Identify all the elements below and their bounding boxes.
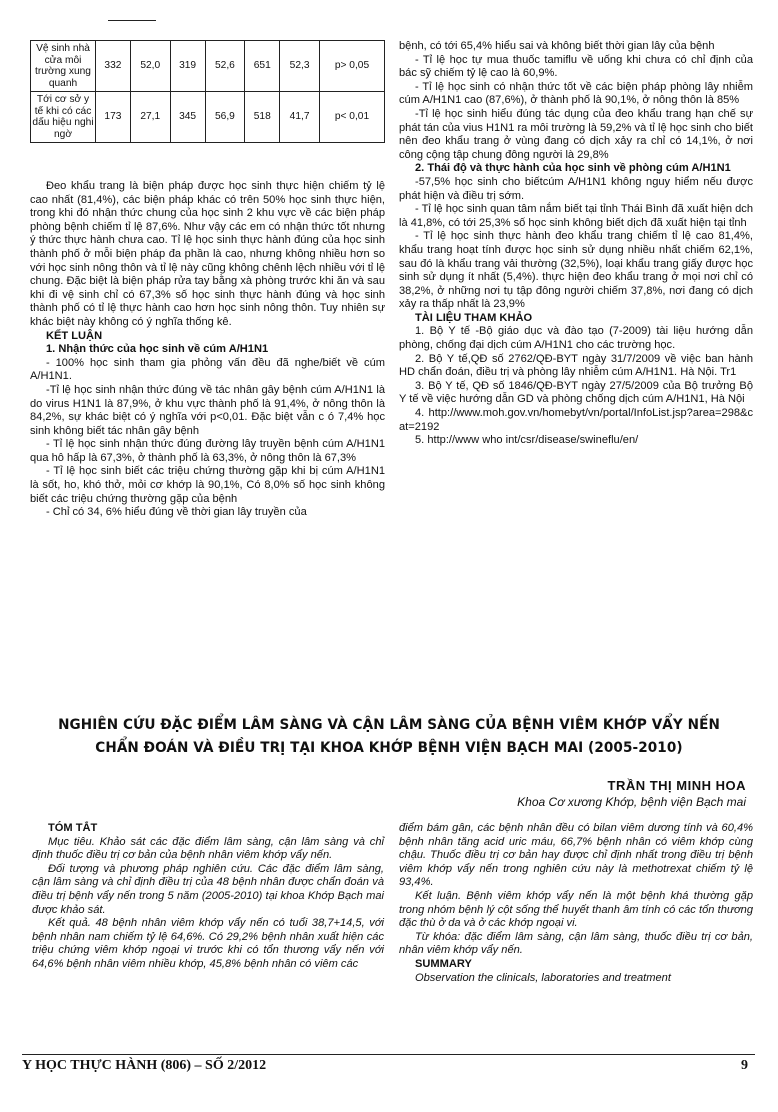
table-cell: 56,9 [205, 92, 245, 143]
list-item: - Tỉ lệ học sinh biết các triệu chứng thường gặp khi bị cúm A/H1N1 là sốt, ho, khó thở, mỏi cơ khớp là 90,1%, Có 8,0% số học sinh không biết các triệu chứng thường gặp của bệnh [30, 465, 385, 505]
summary-heading: TÓM TẮT [48, 822, 98, 834]
author-affiliation: Khoa Cơ xương Khớp, bệnh viện Bạch mai [517, 795, 746, 809]
table-cell: 52,3 [280, 41, 320, 92]
list-item: -Tỉ lệ học sinh hiểu đúng tác dụng của đeo khẩu trang hạn chế sự phát tán của vius H1N1 ra môi trường là 59,2% và tỉ lệ học sinh cho biết nên đeo khẩu trang ở vùng đang có dịch xảy ra chỉ có 14,1%, ở nơi công cộng tập chung đông người là 29,8% [399, 107, 753, 161]
author-name: TRẦN THỊ MINH HOA [607, 778, 746, 793]
abstract-right [399, 822, 753, 985]
list-item: - Tỉ lệ học sinh có nhận thức tốt về các biện pháp phòng lây nhiễm cúm A/H1N1 cao (87,6%), ở thành phố là 90,1%, ở nông thôn là 85% [399, 80, 753, 107]
reference-item: 5. http://www who int/csr/disease/swineflu/en/ [415, 434, 639, 447]
section-heading: 1. Nhận thức của học sinh về cúm A/H1N1 [46, 343, 269, 356]
list-item: -Tỉ lệ học sinh nhận thức đúng về tác nhân gây bệnh cúm A/H1N1 là do virus H1N1 là 87,9%, ở khu vực thành phố là 91,4%, ở nông thôn là 84,2%, sự khác biệt có ý nghĩa với p<0,01. Đặc biệt vẫn c ó 7,4% học sinh không biết tác nhân gây bệnh [30, 383, 385, 437]
table-cell: 52,6 [205, 41, 245, 92]
right-column [399, 40, 753, 448]
abstract-paragraph: Mục tiêu. Khảo sát các đặc điểm lâm sàng, cận lâm sàng và chỉ định thuốc điều trị cơ bản của bệnh nhân viêm khớp vẩy nến. [32, 835, 384, 862]
section-heading: 2. Thái độ và thực hành của học sinh về phòng cúm A/H1N1 [415, 162, 731, 175]
table-row-label: Tới cơ sở y tế khi có các dấu hiệu nghi ngờ [31, 92, 96, 143]
table-row [31, 92, 385, 143]
summary-en-text: Observation the clinicals, laboratories and treatment [415, 971, 671, 984]
abstract-paragraph: điểm bám gân, các bệnh nhân đều có bilan viêm dương tính và 60,4% bệnh nhân tăng acid uric máu, 66,7% bệnh nhân có viêm khớp cùng chậu. Thuốc điều trị cơ bản hay được chỉ định nhất trong điều trị bệnh viêm khớp vẩy nến trong nghiên cứu này là methotrexat chiếm tỷ lệ 93,4%. [399, 822, 753, 889]
abstract-paragraph: Kết quả. 48 bệnh nhân viêm khớp vẩy nến có tuổi 38,7+14,5, với bệnh nhân nam chiếm tỷ lệ 64,6%. Có 29,2% bệnh nhân xuất hiện các triệu chứng viêm khớp ngoại vi trước khi có tổn thương vẩy nến với 64,6% bệnh nhân viêm nhiều khớp, 45,8% bệnh nhân có viêm các [32, 917, 384, 970]
list-item: -57,5% học sinh cho biếtcúm A/H1N1 không nguy hiểm nếu được phát hiện và điều trị sớm. [399, 175, 753, 202]
list-item: - Tỉ lệ học tự mua thuốc tamiflu về uống khi chưa có chỉ định của bác sỹ chiếm tỷ lệ cao là 60,9%. [399, 53, 753, 80]
list-item: - Tỉ lệ học sinh quan tâm nắm biết tại tỉnh Thái Bình đã xuất hiện dch là 41,8%, có tới 25,3% số học sinh không biết dịch đã xuất hiện tại tỉnh [399, 203, 753, 229]
table-cell: 651 [245, 41, 280, 92]
journal-name: Y HỌC THỰC HÀNH (806) – SỐ 2/2012 [22, 1058, 267, 1073]
conclusion-heading: KẾT LUẬN [46, 329, 103, 342]
list-item: - Tỉ lệ học sinh thực hành đeo khẩu trang chiếm tỉ lệ cao 81,4%, khẩu trang hoạt tính được học sinh sử dụng nhiều nhất chiếm 62,1%, sau đó là khẩu trang vải thường (32,5%), loại khẩu trang giấy được học sinh sử dụng ít nhất (5,4%). thực hiện đeo khẩu trang ở mọi nơi chỉ có 38,2%, ở những nơi tụ tập đông người chiếm 37,8%, nơi đang có dịch xảy ra thấp nhất là 23,9% [399, 230, 753, 311]
summary-en-heading: SUMMARY [415, 957, 472, 970]
abstract-paragraph: Đối tượng và phương pháp nghiên cứu. Các đặc điểm lâm sàng, cận lâm sàng và chỉ định điều trị của 48 bệnh nhân được chẩn đoán và điều trị bệnh vẩy nến trong 5 năm (2005-2010) tại khoa Khớp Bạch mai được khảo sát. [32, 862, 384, 916]
table-cell: 41,7 [280, 92, 320, 143]
left-column [30, 180, 385, 520]
list-item: - 100% học sinh tham gia phỏng vấn đều đã nghe/biết về cúm A/H1N1. [30, 356, 385, 383]
abstract-left [32, 822, 384, 972]
reference-item: 4. http://www.moh.gov.vn/homebyt/vn/portal/InfoList.jsp?area=298&cat=2192 [399, 407, 753, 433]
reference-item: 2. Bộ Y tế,QĐ số 2762/QĐ-BYT ngày 31/7/2009 về việc ban hành HD chẩn đoán, điều trị và phòng lây nhiễm cúm A/H1N1. Hà Nội. Tr1 [399, 352, 753, 379]
table-row [31, 41, 385, 92]
discussion-paragraph: Đeo khẩu trang là biện pháp được học sinh thực hiện chiếm tỷ lệ cao nhất (81,4%), các biện pháp khác có trên 50% học sinh thực hiện, trong khi đó nhận thức chung của học sinh 2 khu vực về các biện pháp phòng bệnh chiếm tỉ lệ 87,6%. Như vậy các em có nhận thức tốt nhưng ý thức thực hành chưa cao. Tỉ lệ học sinh thực hành đúng của học sinh thành phố ở mỗi biện pháp đa phần là cao, nhưng không nhiều hơn so với học sinh nông thôn và tỉ lệ này cũng không chênh lệch nhiều với tỉ lệ chung. Đặc biệt là biện pháp rửa tay bằng xà phòng trước khi ăn và sau khi đi vệ sinh chỉ có 67,3% số học sinh thực hành đúng và học sinh thành phố có tỉ lệ thực hành cao hơn học sinh nông thôn. Tuy nhiên sự khác biệt này không có ý nghĩa thống kê. [30, 180, 385, 328]
header-rule [108, 20, 156, 21]
table-row-label: Vệ sinh nhà cửa môi trường xung quanh [31, 41, 96, 92]
keywords: Từ khóa: đặc điểm lâm sàng, cận lâm sàng, thuốc điều trị cơ bản, nhân viêm khớp vẩy nến. [399, 930, 753, 957]
list-item: - Tỉ lệ học sinh nhận thức đúng đường lây truyền bệnh cúm A/H1N1 qua hô hấp là 67,3%, ở thành phố là 63,3%, ở nông thôn là 67,3% [30, 438, 385, 464]
references-heading: TÀI LIỆU THAM KHẢO [415, 311, 533, 324]
article-title-line-1: NGHIÊN CỨU ĐẶC ĐIỂM LÂM SÀNG VÀ CẬN LÂM SÀNG CỦA BỆNH VIÊM KHỚP VẨY NẾN [58, 716, 720, 733]
article-title-line-2: CHẨN ĐOÁN VÀ ĐIỀU TRỊ TẠI KHOA KHỚP BỆNH VIỆN BẠCH MAI (2005-2010) [95, 739, 683, 756]
table-cell: 319 [170, 41, 205, 92]
table-cell: p> 0,05 [319, 41, 384, 92]
table-cell: p< 0,01 [319, 92, 384, 143]
table-cell: 173 [96, 92, 131, 143]
abstract-paragraph: Kết luận. Bệnh viêm khớp vẩy nến là một bệnh khá thường gặp trong nhóm bệnh lý cột sống thể huyết thanh âm tính có các tổn thương đặc thù ở da và ở các khớp ngoại vi. [399, 889, 753, 930]
table-cell: 332 [96, 41, 131, 92]
results-table [30, 40, 385, 143]
reference-item: 3. Bộ Y tế, QĐ số 1846/QĐ-BYT ngày 27/5/2009 của Bộ trưởng Bộ Y tế về việc hướng dẫn GD và phòng chống dịch cúm A/H1N1, Hà Nội [399, 379, 753, 406]
list-item: - Chỉ có 34, 6% hiểu đúng về thời gian lây truyền của [46, 506, 307, 519]
reference-item: 1. Bộ Y tế -Bộ giáo dục và đào tạo (7-2009) tài liệu hướng dẫn phòng, chống đại dịch cúm A/H1N1 cho các trường học. [399, 325, 753, 352]
table-cell: 27,1 [130, 92, 170, 143]
page-number: 9 [741, 1058, 748, 1073]
table-cell: 518 [245, 92, 280, 143]
author-block [517, 778, 746, 810]
table-cell: 52,0 [130, 41, 170, 92]
footer-rule [22, 1054, 755, 1055]
table-cell: 345 [170, 92, 205, 143]
list-item: bệnh, có tới 65,4% hiểu sai và không biết thời gian lây của bệnh [399, 40, 715, 52]
